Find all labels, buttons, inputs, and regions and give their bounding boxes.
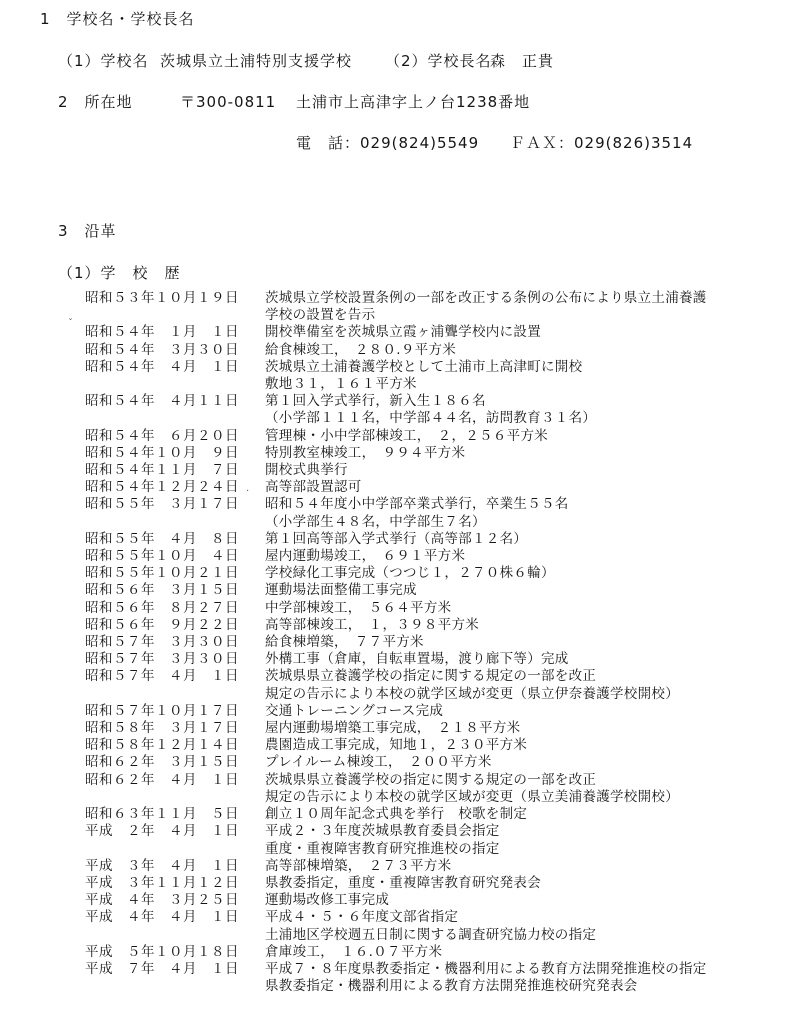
- history-description: [265, 393, 765, 427]
- history-description-line: 交通トレーニングコース完成: [265, 702, 444, 719]
- history-description: [265, 548, 765, 565]
- history-description-line: 給食棟竣工， ２８０.９平方米: [265, 341, 457, 358]
- history-description-line: 特別教室棟竣工， ９９４平方米: [265, 444, 466, 461]
- history-description-line: 土浦地区学校週五日制に関する調査研究協力校の指定: [265, 926, 597, 943]
- history-entry: [0, 651, 800, 668]
- history-entry: [0, 548, 800, 565]
- history-description-line: 学校緑化工事完成（つつじ１，２７０株６輪）: [265, 565, 555, 582]
- history-description: [265, 961, 765, 995]
- history-description-line: 高等部棟増築， ２７３平方米: [265, 857, 452, 874]
- history-description-line: 規定の告示により本校の就学区域が変更（県立伊奈養護学校開校）: [265, 685, 679, 702]
- history-date: 昭和５４年１１月 ７日: [85, 462, 239, 479]
- history-description: [265, 462, 765, 479]
- history-date: 平成 ３年 ４月 １日: [85, 857, 239, 874]
- history-description: [265, 720, 765, 737]
- history-description: [265, 359, 765, 393]
- history-entry: [0, 720, 800, 737]
- history-entry: [0, 565, 800, 582]
- history-description-line: 規定の告示により本校の就学区域が変更（県立美浦養護学校開校）: [265, 788, 679, 805]
- history-date: 昭和５４年 ３月３０日: [85, 341, 239, 358]
- principal-name: 森 正貴: [490, 52, 555, 70]
- address: 土浦市上高津字上ノ台1238番地: [296, 93, 531, 111]
- history-entry: [0, 600, 800, 617]
- scan-mark: ·: [246, 486, 250, 497]
- history-date: 昭和５５年１０月２１日: [85, 565, 239, 582]
- history-description-line: 高等部設置認可: [265, 479, 362, 496]
- history-description-line: 倉庫竣工， １６.０７平方米: [265, 943, 443, 960]
- history-entry: [0, 858, 800, 875]
- history-entry: [0, 823, 800, 857]
- history-description: [265, 944, 765, 961]
- history-description: [265, 772, 765, 806]
- history-date: 平成 ２年 ４月 １日: [85, 823, 239, 840]
- history-description-line: 重度・重複障害教育研究推進校の指定: [265, 840, 500, 857]
- school-name-label: （1）学校名: [58, 52, 149, 70]
- history-date: 昭和５４年 ４月１１日: [85, 393, 239, 410]
- section3-heading: 3 沿革: [58, 222, 117, 240]
- history-description-line: （小学部１１１名，中学部４４名，訪問教育３１名）: [265, 410, 597, 427]
- history-date: 平成 ５年１０月１８日: [85, 943, 239, 960]
- history-date: 昭和５６年 ９月２２日: [85, 616, 239, 633]
- history-date: 昭和５４年 ４月 １日: [85, 358, 239, 375]
- history-description: [265, 858, 765, 875]
- history-description: [265, 496, 765, 530]
- history-description-line: 運動場法面整備工事完成: [265, 582, 417, 599]
- history-description-line: 敷地３１，１６１平方米: [265, 376, 417, 393]
- history-description-line: 茨城県立土浦養護学校として土浦市上高津町に開校: [265, 358, 583, 375]
- history-date: 昭和５６年 ３月１５日: [85, 582, 239, 599]
- history-description-line: 平成７・８年度県教委指定・機器利用による教育方法開発推進校の指定: [265, 960, 707, 977]
- history-date: 昭和５５年 ３月１７日: [85, 496, 239, 513]
- history-description: [265, 324, 765, 341]
- history-entry: [0, 531, 800, 548]
- history-date: 平成 ３年１１月１２日: [85, 874, 239, 891]
- history-entry: [0, 754, 800, 771]
- history-description-line: 運動場改修工事完成: [265, 892, 390, 909]
- history-description: [265, 909, 765, 943]
- history-description: [265, 703, 765, 720]
- history-description-line: 昭和５４年度小中学部卒業式挙行，卒業生５５名: [265, 496, 569, 513]
- history-entry: [0, 909, 800, 943]
- history-entry: [0, 462, 800, 479]
- history-description: [265, 600, 765, 617]
- history-description: [265, 479, 765, 496]
- history-description: [265, 651, 765, 668]
- history-entry: [0, 582, 800, 599]
- history-entry: [0, 324, 800, 341]
- history-description: [265, 754, 765, 771]
- history-description-line: 外構工事（倉庫，自転車置場，渡り廊下等）完成: [265, 651, 569, 668]
- history-description-line: 茨城県立学校設置条例の一部を改正する条例の公布により県立土浦養護: [265, 290, 707, 306]
- history-description-line: （小学部生４８名，中学部生７名）: [265, 513, 486, 530]
- history-description: [265, 342, 765, 359]
- history-description-line: 第１回高等部入学式挙行（高等部１２名）: [265, 530, 528, 547]
- history-date: 昭和５８年 ３月１７日: [85, 720, 239, 737]
- history-entry: [0, 393, 800, 427]
- section2-heading: 2 所在地: [58, 93, 133, 111]
- history-description-line: 平成４・５・６年度文部省指定: [265, 909, 459, 926]
- history-entry: [0, 772, 800, 806]
- history-list: [0, 290, 800, 995]
- history-entry: [0, 961, 800, 995]
- history-description: [265, 634, 765, 651]
- history-description-line: 高等部棟竣工， １，３９８平方米: [265, 616, 480, 633]
- history-entry: [0, 445, 800, 462]
- history-entry: [0, 496, 800, 530]
- history-entry: [0, 892, 800, 909]
- history-description: [265, 582, 765, 599]
- history-description-line: プレイルーム棟竣工， ２００平方米: [265, 754, 492, 771]
- history-date: 昭和５４年１２月２４日: [85, 479, 239, 496]
- history-description-line: 第１回入学式挙行，新入生１８６名: [265, 393, 486, 410]
- history-date: 昭和５７年 ３月３０日: [85, 634, 239, 651]
- history-description-line: 開校準備室を茨城県立霞ヶ浦聾学校内に設置: [265, 324, 541, 341]
- history-date: 昭和６２年 ３月１５日: [85, 754, 239, 771]
- section1-heading: 1 学校名・学校長名: [40, 10, 195, 28]
- history-entry: [0, 617, 800, 634]
- history-entry: [0, 428, 800, 445]
- history-description: [265, 531, 765, 548]
- history-entry: [0, 634, 800, 651]
- postal-code: 〒300-0811: [180, 93, 277, 111]
- history-description-line: 茨城県県立養護学校の指定に関する規定の一部を改正: [265, 668, 597, 685]
- history-date: 昭和５５年１０月 ４日: [85, 548, 239, 565]
- history-description-line: 屋内運動場竣工， ６９１平方米: [265, 548, 466, 565]
- history-entry: [0, 479, 800, 496]
- history-description: [265, 445, 765, 462]
- history-date: 平成 ４年 ４月 １日: [85, 909, 239, 926]
- history-entry: [0, 703, 800, 720]
- history-entry: [0, 737, 800, 754]
- history-date: 昭和５８年１２月１４日: [85, 737, 239, 754]
- history-description-line: 開校式典挙行: [265, 462, 348, 479]
- history-description: [265, 875, 765, 892]
- history-subheading: （1）学 校 歴: [58, 264, 181, 282]
- history-date: 昭和５５年 ４月 ８日: [85, 530, 239, 547]
- scan-mark: ˇ: [68, 318, 73, 329]
- history-date: 昭和５４年 １月 １日: [85, 324, 239, 341]
- school-name: 茨城県立土浦特別支援学校: [160, 52, 353, 70]
- history-description-line: 平成２・３年度茨城県教育委員会指定: [265, 823, 500, 840]
- history-description-line: 創立１０周年記念式典を挙行 校歌を制定: [265, 806, 528, 823]
- history-description-line: 学校の設置を告示: [265, 307, 376, 324]
- history-date: 昭和５７年 ４月 １日: [85, 668, 239, 685]
- history-date: 昭和６２年 ４月 １日: [85, 771, 239, 788]
- history-description: [265, 617, 765, 634]
- history-date: 昭和６３年１１月 ５日: [85, 806, 239, 823]
- history-date: 平成 ４年 ３月２５日: [85, 892, 239, 909]
- history-date: 昭和５６年 ８月２７日: [85, 599, 239, 616]
- history-description: [265, 290, 765, 324]
- history-date: 平成 ７年 ４月 １日: [85, 960, 239, 977]
- history-entry: [0, 342, 800, 359]
- history-description-line: 農園造成工事完成，知地１，２３０平方米: [265, 737, 528, 754]
- history-date: 昭和５７年 ３月３０日: [85, 651, 239, 668]
- history-description-line: 給食棟増築， ７７平方米: [265, 634, 424, 651]
- history-entry: [0, 944, 800, 961]
- history-entry: [0, 359, 800, 393]
- history-entry: [0, 668, 800, 702]
- history-description-line: 屋内運動場増築工事完成， ２１８平方米: [265, 720, 521, 737]
- principal-label: （2）学校長名: [385, 52, 492, 70]
- history-description: [265, 737, 765, 754]
- history-entry: [0, 875, 800, 892]
- history-description: [265, 668, 765, 702]
- phone-number: 電 話：029(824)5549: [296, 134, 480, 152]
- history-description-line: 県教委指定，重度・重複障害教育研究発表会: [265, 874, 541, 891]
- history-description-line: 県教委指定・機器利用による教育方法開発推進校研究発表会: [265, 978, 638, 995]
- history-date: 昭和５７年１０月１７日: [85, 702, 239, 719]
- history-description: [265, 892, 765, 909]
- history-date: 昭和５３年１０月１９日: [85, 290, 239, 306]
- history-description: [265, 565, 765, 582]
- history-entry: [0, 806, 800, 823]
- history-description-line: 中学部棟竣工， ５６４平方米: [265, 599, 452, 616]
- history-date: 昭和５４年１０月 ９日: [85, 444, 239, 461]
- fax-number: ＦＡＸ：029(826)3514: [510, 134, 694, 152]
- history-description: [265, 428, 765, 445]
- history-date: 昭和５４年 ６月２０日: [85, 427, 239, 444]
- history-description-line: 管理棟・小中学部棟竣工， ２，２５６平方米: [265, 427, 549, 444]
- history-description-line: 茨城県県立養護学校の指定に関する規定の一部を改正: [265, 771, 597, 788]
- history-entry: [0, 290, 800, 324]
- history-description: [265, 806, 765, 823]
- history-description: [265, 823, 765, 857]
